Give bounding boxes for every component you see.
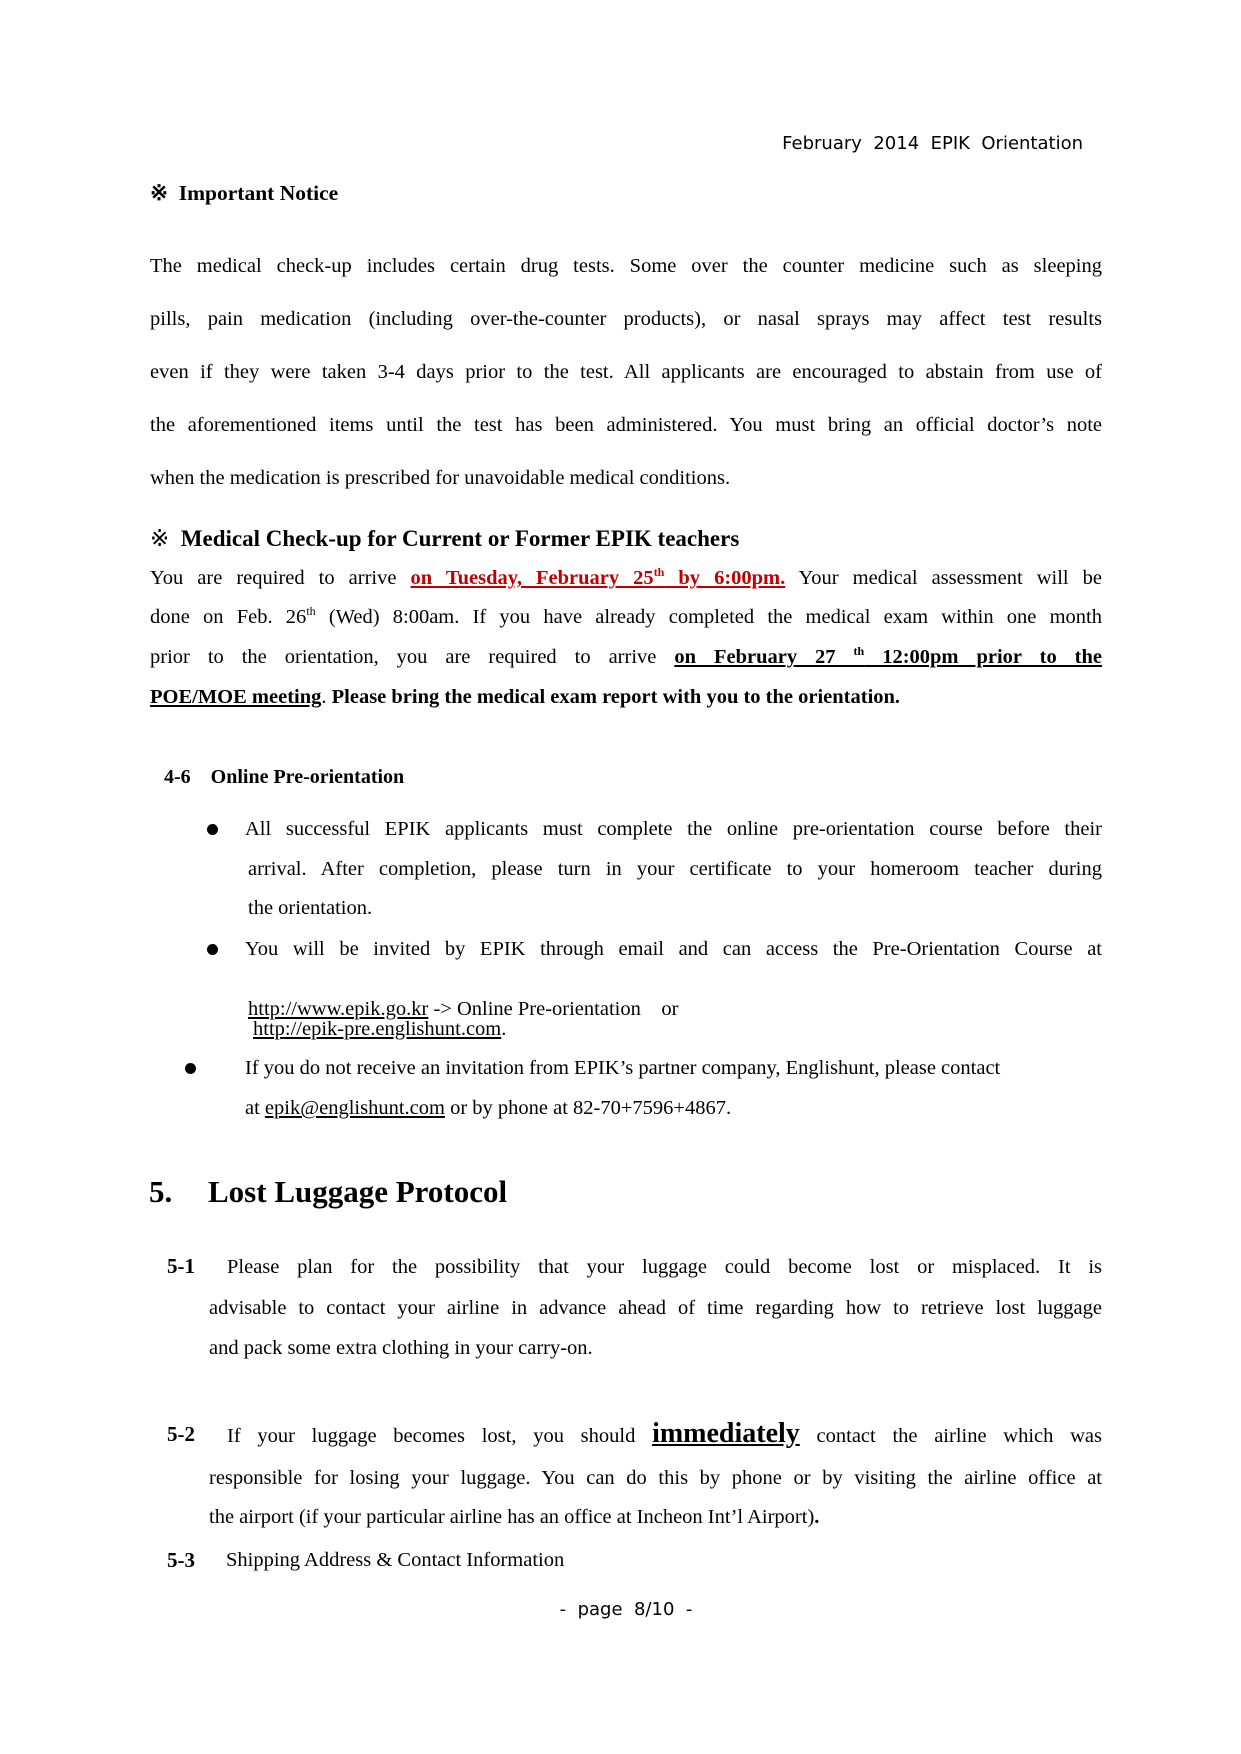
subsection-title: Online Pre-orientation <box>210 766 405 788</box>
page-number: - page 8/10 - <box>559 1599 693 1620</box>
bullet-2-line: You will be invited by EPIK through email and can access the Pre-Orientation Course at <box>245 938 1102 960</box>
bullet-3-line: at epik@englishunt.com or by phone at 82-70+7596+4867. <box>245 1097 732 1119</box>
text: You are required to arrive <box>150 567 411 589</box>
item-5-3-line: Shipping Address & Contact Information <box>226 1549 565 1571</box>
meeting-highlight: POE/MOE meeting <box>150 686 322 708</box>
arrival-date-highlight: on Tuesday, February 25th by 6:00pm. <box>410 565 786 589</box>
bullet-1-line: the orientation. <box>248 897 373 919</box>
item-5-1-line: and pack some extra clothing in your carry-on. <box>209 1337 593 1359</box>
section-title: Lost Luggage Protocol <box>208 1174 508 1209</box>
bullet-icon <box>185 1063 196 1074</box>
notice-heading <box>150 183 338 205</box>
section-5-heading <box>149 1174 508 1209</box>
item-number: 5-3 <box>167 1548 195 1572</box>
notice-title: Important Notice <box>178 181 339 205</box>
bullet-1-line: All successful EPIK applicants must complete the online pre-orientation course before their <box>245 818 1102 840</box>
item-5-2-line: responsible for losing your luggage. You can do this by phone or by visiting the airline office at <box>209 1467 1102 1489</box>
bullet-2-line: http://www.epik.go.kr -> Online Pre-orientation or <box>248 997 679 1020</box>
subsection-4-6-heading <box>164 767 404 787</box>
medical-line-1 <box>150 565 1102 589</box>
item-number: 5-2 <box>167 1422 195 1446</box>
notice-line: the aforementioned items until the test has been administered. You must bring an official doctor’s note <box>150 414 1102 436</box>
bullet-3-line: If you do not receive an invitation from EPIK’s partner company, Englishunt, please contact <box>245 1057 1001 1079</box>
running-header: February 2014 EPIK Orientation <box>782 133 1083 154</box>
medical-heading <box>150 527 739 550</box>
epik-website-link[interactable]: http://www.epik.go.kr <box>248 997 429 1020</box>
alt-arrival-highlight: on February 27 $^{th}$ 12:00pm prior to the <box>674 644 1102 668</box>
bullet-icon <box>207 824 218 835</box>
medical-title: Medical Check-up for Current or Former EPIK teachers <box>180 526 740 551</box>
englishunt-link[interactable]: http://epik-pre.englishunt.com <box>253 1018 502 1040</box>
bullet-icon <box>207 944 218 955</box>
notice-line: pills, pain medication (including over-the-counter products), or nasal sprays may affect test results <box>150 308 1102 330</box>
notice-line: even if they were taken 3-4 days prior to the test. All applicants are encouraged to abstain from use of <box>150 361 1102 383</box>
bring-report-note: Please bring the medical exam report with you to the orientation. <box>331 686 901 708</box>
reference-mark-icon: ※ <box>150 181 169 205</box>
reference-mark-icon: ※ <box>150 526 170 551</box>
medical-line-4: POE/MOE meeting. Please bring the medical exam report with you to the orientation. <box>150 686 901 708</box>
notice-line: when the medication is prescribed for unavoidable medical conditions. <box>150 467 731 489</box>
notice-line: The medical check-up includes certain drug tests. Some over the counter medicine such as sleeping <box>150 255 1102 277</box>
medical-line-3: prior to the orientation, you are required to arrive on February 27 $^{th}$ 12:00pm prior to the <box>150 644 1102 668</box>
email-link[interactable]: epik@englishunt.com <box>264 1097 445 1119</box>
item-5-2-line: the airport (if your particular airline has an office at Incheon Int’l Airport). <box>209 1506 820 1528</box>
medical-line-2: done on Feb. 26th (Wed) 8:00am. If you have already completed the medical exam within one month <box>150 604 1102 628</box>
item-5-1-line: Please plan for the possibility that your luggage could become lost or misplaced. It is <box>227 1256 1102 1278</box>
item-5-2-line: If your luggage becomes lost, you should immediately contact the airline which was <box>227 1418 1102 1449</box>
immediately-emphasis: immediately <box>652 1418 800 1449</box>
section-number: 5. <box>149 1174 173 1209</box>
subsection-number: 4-6 <box>164 766 191 788</box>
item-number: 5-1 <box>167 1254 195 1278</box>
bullet-1-line: arrival. After completion, please turn in your certificate to your homeroom teacher during <box>248 858 1102 880</box>
item-5-1-line: advisable to contact your airline in advance ahead of time regarding how to retrieve lost luggage <box>209 1297 1102 1319</box>
bullet-2-line: http://epik-pre.englishunt.com. <box>253 1018 507 1040</box>
text: Your medical assessment will be <box>785 567 1102 589</box>
